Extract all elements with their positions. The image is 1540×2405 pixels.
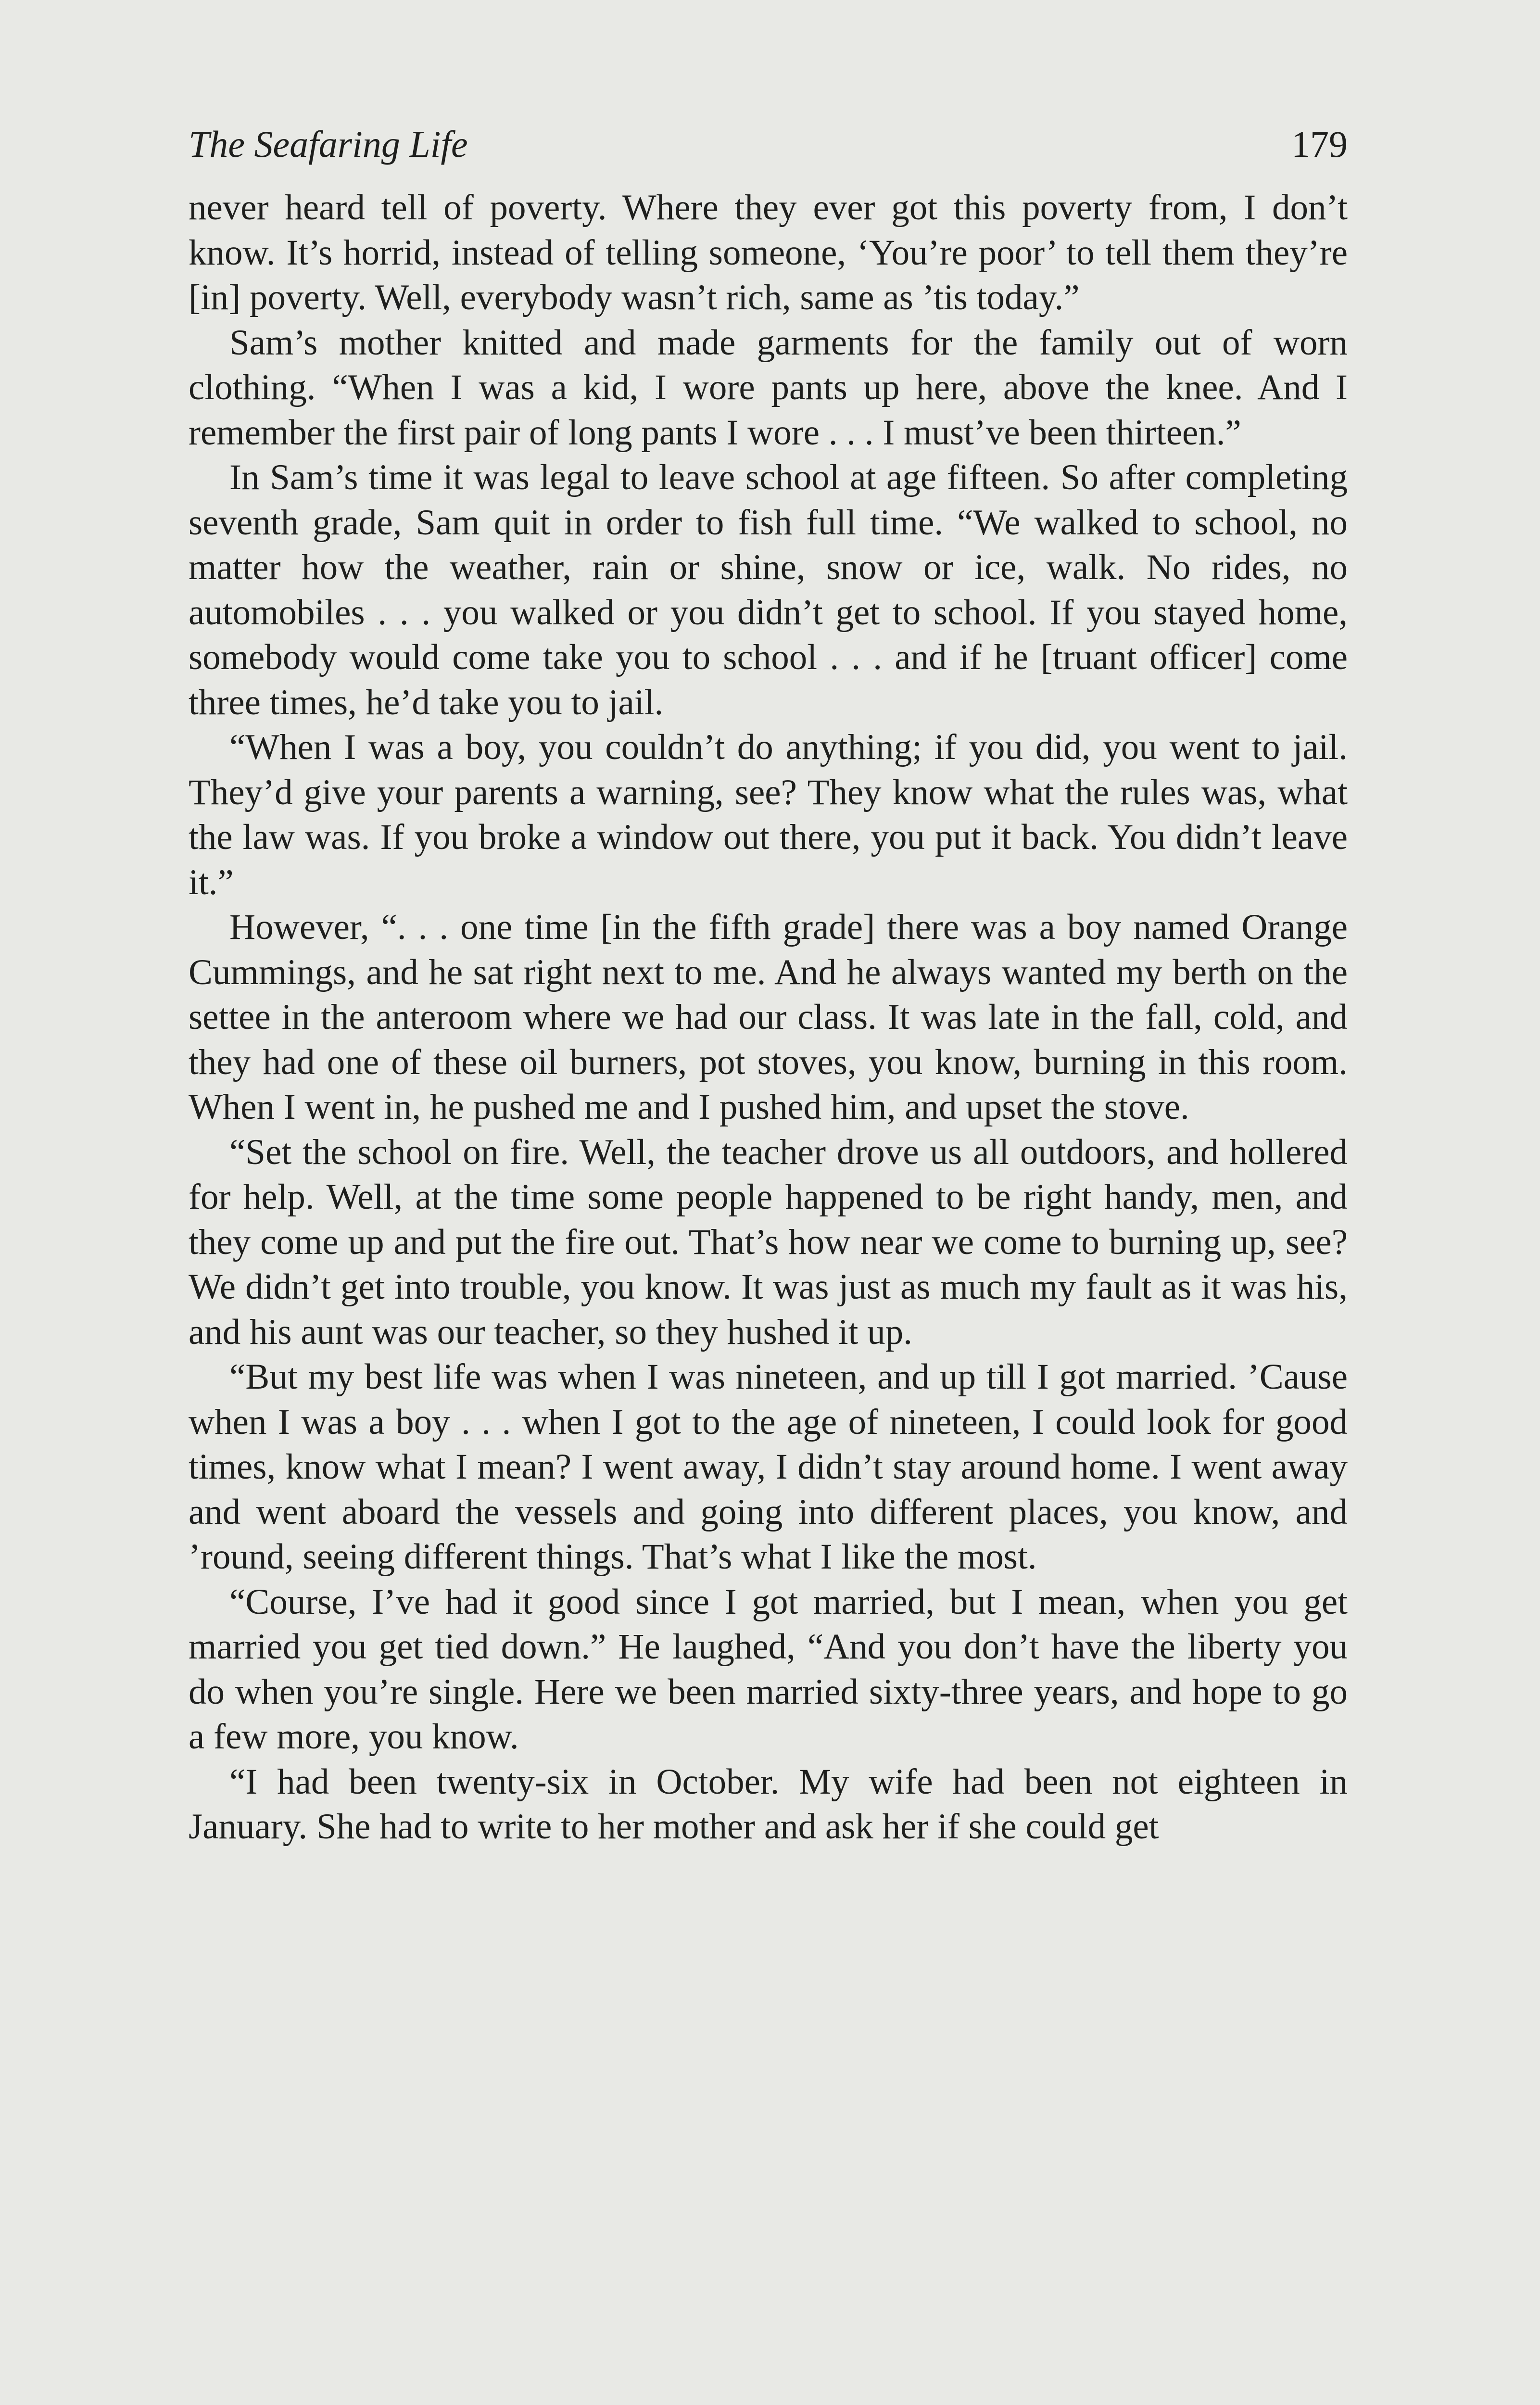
body-text — [189, 185, 1348, 1849]
running-title: The Seafaring Life — [189, 123, 468, 165]
paragraph-october: “I had been twenty-six in October. My wife had been not eighteen in January. She had to write to her mother and ask her if she could get — [189, 1761, 1348, 1847]
paragraph-school-fire: “Set the school on fire. Well, the teacher drove us all outdoors, and hollered for help. Well, at the time some people happened to be right handy, men, and they come up and put the fire out. That’s how near we come to burning up, see? We didn’t get into trouble, you know. It was just as much my fault as it was his, and his aunt was our teacher, so they hushed it up. — [189, 1132, 1348, 1352]
paragraph-best-life: “But my best life was when I was nineteen, and up till I got married. ’Cause when I was a boy . . . when I got to the age of nineteen, I could look for good times, know what I mean? I went away, I didn’t stay around home. I went away and went aboard the vessels and going into different places, you know, and ’round, seeing different things. That’s what I like the most. — [189, 1357, 1348, 1577]
paragraph-school: In Sam’s time it was legal to leave school at age fifteen. So after completing seventh grade, Sam quit in order to fish full time. “We walked to school, no matter how the weather, rain or shine, snow or ice, walk. No rides, no automobiles . . . you walked or you didn’t get to school. If you stayed home, somebody would come take you to school . . . and if he [truant officer] come three times, he’d take you to jail. — [189, 457, 1348, 722]
paragraph-married: “Course, I’ve had it good since I got married, but I mean, when you get married you get tied down.” He laughed, “And you don’t have the liberty you do when you’re single. Here we been married sixty-three years, and hope to go a few more, you know. — [189, 1582, 1348, 1757]
paragraph-orange-cummings: However, “. . . one time [in the fifth grade] there was a boy named Orange Cummings, and he sat right next to me. And he always wanted my berth on the settee in the anteroom where we had our class. It was late in the fall, cold, and they had one of these oil burners, pot stoves, you know, burning in this room. When I went in, he pushed me and I pushed him, and upset the stove. — [189, 907, 1348, 1127]
paragraph-poverty: never heard tell of poverty. Where they ever got this poverty from, I don’t know. It’s horrid, instead of telling someone, ‘You’re poor’ to tell them they’re [in] poverty. Well, everybody wasn’t rich, same as ’tis today.” — [189, 188, 1348, 317]
paragraph-jail: “When I was a boy, you couldn’t do anything; if you did, you went to jail. They’d give your parents a warning, see? They know what the rules was, what the law was. If you broke a window out there, you put it back. You didn’t leave it.” — [189, 727, 1348, 902]
paragraph-garments: Sam’s mother knitted and made garments for the family out of worn clothing. “When I was a kid, I wore pants up here, above the knee. And I remember the first pair of long pants I wore . . . I must’ve been thirteen.” — [189, 322, 1348, 453]
page-number: 179 — [1291, 123, 1348, 165]
running-head — [189, 120, 1348, 168]
